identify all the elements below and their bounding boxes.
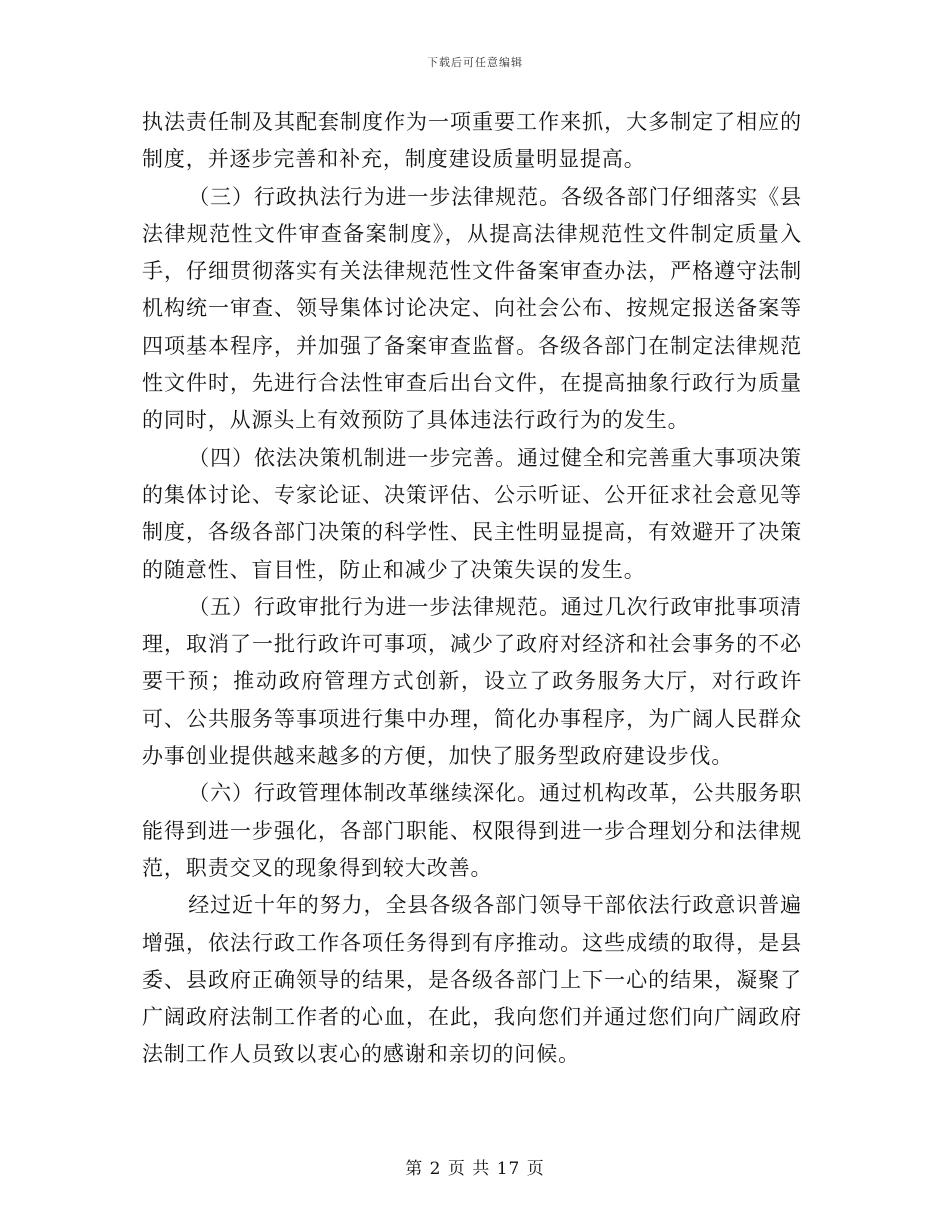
paragraph-section-4: （四）依法决策机制进一步完善。通过健全和完善重大事项决策的集体讨论、专家论证、决策评估、公示听证、公开征求社会意见等制度，各级各部门决策的科学性、民主性明显提高，有效避开了决策的随意性、盲目性，防止和减少了决策失误的发生。 xyxy=(142,445,802,582)
paragraph-section-6: （六）行政管理体制改革继续深化。通过机构改革，公共服务职能得到进一步强化，各部门职能、权限得到进一步合理划分和法律规范，职责交叉的现象得到较大改善。 xyxy=(142,781,802,880)
paragraph-section-5: （五）行政审批行为进一步法律规范。通过几次行政审批事项清理，取消了一批行政许可事项，减少了政府对经济和社会事务的不必要干预；推动政府管理方式创新，设立了政务服务大厅，对行政许可、公共服务等事项进行集中办理，简化办事程序，为广阔人民群众办事创业提供越来越多的方便，加快了服务型政府建设步伐。 xyxy=(142,594,802,769)
paragraph-conclusion: 经过近十年的努力，全县各级各部门领导干部依法行政意识普遍增强，依法行政工作各项任务得到有序推动。这些成绩的取得，是县委、县政府正确领导的结果，是各级各部门上下一心的结果，凝聚了广阔政府法制工作者的心血，在此，我向您们并通过您们向广阔政府法制工作人员致以衷心的感谢和亲切的问候。 xyxy=(142,893,802,1067)
paragraph-section-3: （三）行政执法行为进一步法律规范。各级各部门仔细落实《县法律规范性文件审查备案制度》，从提高法律规范性文件制定质量入手，仔细贯彻落实有关法律规范性文件备案审查办法，严格遵守法制机构统一审查、领导集体讨论决定、向社会公布、按规定报送备案等四项基本程序，并加强了备案审查监督。各级各部门在制定法律规范性文件时，先进行合法性审查后出台文件，在提高抽象行政行为质量的同时，从源头上有效预防了具体违法行政行为的发生。 xyxy=(142,184,802,433)
document-body xyxy=(142,104,802,1074)
page-header-note: 下载后可任意编辑 xyxy=(427,56,523,69)
paragraph-continuation: 执法责任制及其配套制度作为一项重要工作来抓，大多制定了相应的制度，并逐步完善和补充，制度建设质量明显提高。 xyxy=(142,110,802,172)
page-number: 第 2 页 共 17 页 xyxy=(405,1159,545,1179)
